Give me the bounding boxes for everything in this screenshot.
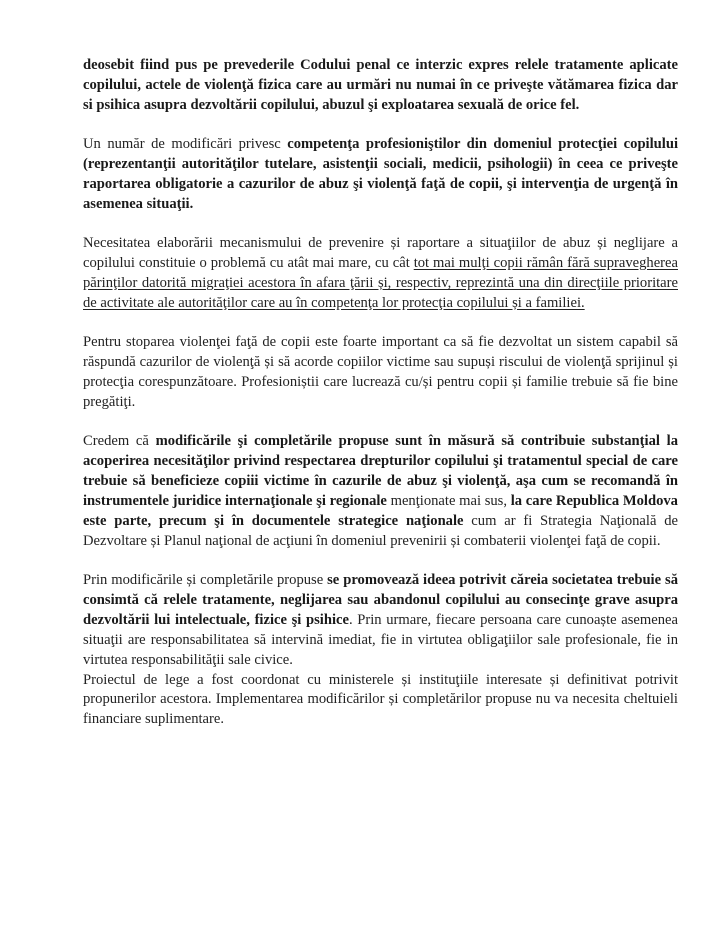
paragraph-5-bold-text-b: la care Republica Moldova este parte, precum şi în documentele strategice naţionale xyxy=(83,492,678,529)
paragraph-7 xyxy=(83,671,678,731)
paragraph-5-text-a: Credem că xyxy=(83,433,156,450)
paragraph-4 xyxy=(83,333,678,413)
paragraph-1-bold-text: deosebit fiind pus pe prevederile Codului penal ce interzic expres relele tratamente aplicate copilului, actele de violenţă fizica care au urmări nu numai în ce priveşte vătămarea fizica dar si psihica asupra dezvoltării copilului, abuzul şi exploatarea sexuală de orice fel. xyxy=(83,57,678,113)
paragraph-6-text-a: Prin modificările și completările propuse xyxy=(83,571,328,588)
paragraph-3-text: Necesitatea elaborării mecanismului de prevenire și raportare a situaţiilor de abuz și neglijare a copilului constituie o problemă cu atât mai mare, cu cât xyxy=(83,235,678,272)
paragraph-6-bold-text: se promovează ideea potrivit căreia societatea trebuie să consimtă că relele tratamente, neglijarea sau abandonul copilului au consecinţe grave asupra dezvoltării lui intelectuale, fizice şi psihice xyxy=(83,571,678,628)
paragraph-5-text-c: cum ar fi Strategia Naţională de Dezvoltare și Planul naţional de acţiuni în domeniul prevenirii și combaterii violenţei faţă de copii. xyxy=(83,512,678,549)
paragraph-5 xyxy=(83,432,678,551)
paragraph-6-text-b: . Prin urmare, fiecare persoana care cunoaște asemenea situaţii are responsabilitatea să intervină imediat, fie in virtutea obligaţiilor sale profesionale, fie in virtutea responsabilităţii sale civice. xyxy=(83,611,678,668)
paragraph-7-text: Proiectul de lege a fost coordonat cu ministerele și instituţiile interesate și definitivat potrivit propunerilor acestora. Implementarea modificărilor și completărilor propuse nu va necesita cheltuieli financiare suplimentare. xyxy=(83,671,678,728)
paragraph-3 xyxy=(83,234,678,314)
paragraph-4-text: Pentru stoparea violenţei faţă de copii este foarte important ca să fie dezvoltat un sistem capabil să răspundă cazurilor de violenţă și să acorde copiilor victime sau supuși riscului de violenţă sprijinul și protecţia corespunzătoare. Profesioniștii care lucrează cu/și pentru copii și familie trebuie să fie bine pregătiţi. xyxy=(83,334,678,410)
paragraph-2-text: Un număr de modificări privesc xyxy=(83,136,288,153)
paragraph-1 xyxy=(83,56,678,116)
paragraph-2-bold-text: competenţa profesioniştilor din domeniul protecţiei copilului (reprezentanţii autorităţilor tutelare, asistenţii sociali, medicii, psihologii) în ceea ce priveşte raportarea obligatorie a cazurilor de abuz şi violenţă faţă de copii, şi intervenţia de urgenţă în asemenea situaţii. xyxy=(83,136,679,212)
paragraph-2 xyxy=(83,135,678,215)
paragraph-6 xyxy=(83,571,678,671)
paragraph-3-underlined-text: tot mai mulţi copii rămân fără supravegherea părinţilor datorită migraţiei acestora în afara ţării și, respectiv, reprezintă una din direcţiile prioritare de activitate ale autorităţilor care au în competenţa lor protecţia copilului și a familiei. xyxy=(83,255,678,311)
paragraph-5-text-b: menţionate mai sus, xyxy=(386,492,511,509)
paragraph-5-bold-text-a: modificările şi completările propuse sunt în măsură să contribuie substanţial la acoperirea necesităţilor privind respectarea drepturilor copilului şi tratamentul special de care trebuie să beneficieze copiii victime în cazurile de abuz şi violenţă, aşa cum se recomandă în instrumentele juridice internaţionale şi regionale xyxy=(83,433,678,509)
document-page xyxy=(83,56,678,750)
